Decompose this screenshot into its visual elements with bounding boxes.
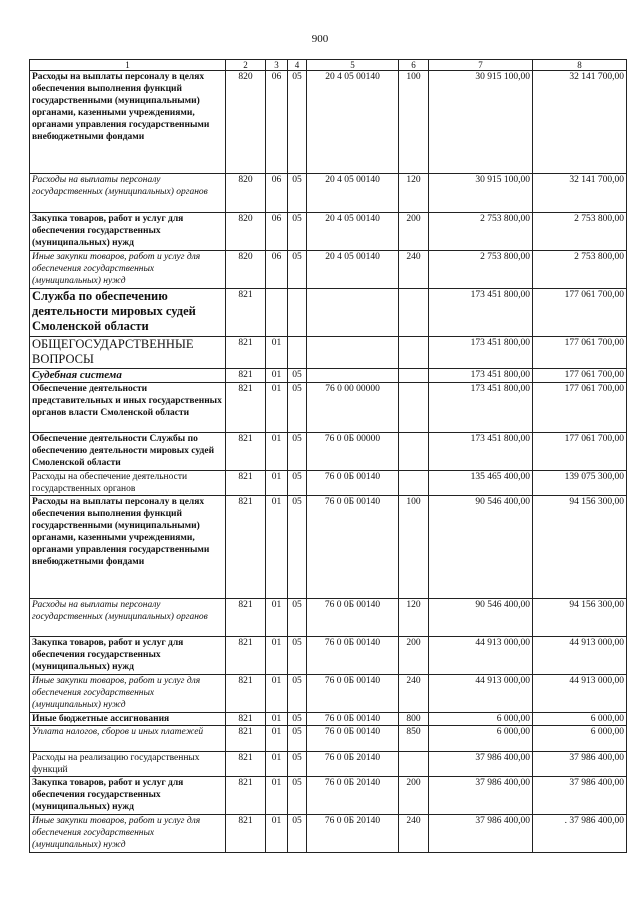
expenditure-name: Судебная система xyxy=(30,369,226,383)
target-article-code: 76 0 0Б 00140 xyxy=(307,675,399,713)
target-article-code: 76 0 0Б 00140 xyxy=(307,713,399,726)
subsection-code: 05 xyxy=(288,496,307,599)
table-row xyxy=(30,752,627,777)
amount-year-1: 173 451 800,00 xyxy=(429,383,533,433)
table-row xyxy=(30,251,627,289)
amount-year-2: 177 061 700,00 xyxy=(533,289,627,337)
column-number: 2 xyxy=(226,60,266,71)
table-row xyxy=(30,496,627,599)
subsection-code: 05 xyxy=(288,637,307,675)
expense-type-code: 200 xyxy=(399,637,429,675)
target-article-code: 20 4 05 00140 xyxy=(307,213,399,251)
expenditure-name: Уплата налогов, сборов и иных платежей xyxy=(30,726,226,752)
section-code xyxy=(266,289,288,337)
subsection-code xyxy=(288,337,307,369)
ministry-code: 820 xyxy=(226,213,266,251)
target-article-code: 20 4 05 00140 xyxy=(307,251,399,289)
subsection-code: 05 xyxy=(288,213,307,251)
amount-year-1: 173 451 800,00 xyxy=(429,433,533,471)
target-article-code: 20 4 05 00140 xyxy=(307,174,399,213)
amount-year-1: 30 915 100,00 xyxy=(429,71,533,174)
amount-year-2: 32 141 700,00 xyxy=(533,174,627,213)
amount-year-2: 177 061 700,00 xyxy=(533,337,627,369)
amount-year-2: 2 753 800,00 xyxy=(533,213,627,251)
ministry-code: 821 xyxy=(226,713,266,726)
expenditure-name: ОБЩЕГОСУДАРСТВЕННЫЕ ВОПРОСЫ xyxy=(30,337,226,369)
subsection-code xyxy=(288,289,307,337)
section-code: 01 xyxy=(266,777,288,815)
amount-year-2: 94 156 300,00 xyxy=(533,599,627,637)
expense-type-code: 120 xyxy=(399,599,429,637)
expenditure-name: Закупка товаров, работ и услуг для обеспечения государственных (муниципальных) нужд xyxy=(30,777,226,815)
target-article-code xyxy=(307,289,399,337)
subsection-code: 05 xyxy=(288,713,307,726)
ministry-code: 821 xyxy=(226,369,266,383)
expenditure-name: Обеспечение деятельности представительных и иных государственных органов власти Смоленской области xyxy=(30,383,226,433)
expense-type-code xyxy=(399,369,429,383)
target-article-code: 76 0 0Б 20140 xyxy=(307,815,399,853)
ministry-code: 821 xyxy=(226,383,266,433)
amount-year-1: 44 913 000,00 xyxy=(429,675,533,713)
expenditure-name: Иные бюджетные ассигнования xyxy=(30,713,226,726)
expense-type-code xyxy=(399,337,429,369)
column-number: 3 xyxy=(266,60,288,71)
table-row xyxy=(30,815,627,853)
expense-type-code: 100 xyxy=(399,71,429,174)
section-code: 01 xyxy=(266,713,288,726)
subsection-code: 05 xyxy=(288,599,307,637)
subsection-code: 05 xyxy=(288,383,307,433)
amount-year-2: 177 061 700,00 xyxy=(533,433,627,471)
column-number-row xyxy=(30,60,627,71)
amount-year-2: 177 061 700,00 xyxy=(533,383,627,433)
amount-year-1: 37 986 400,00 xyxy=(429,815,533,853)
amount-year-1: 173 451 800,00 xyxy=(429,337,533,369)
section-code: 01 xyxy=(266,471,288,496)
target-article-code: 76 0 0Б 00140 xyxy=(307,637,399,675)
section-code: 01 xyxy=(266,599,288,637)
expenditure-name: Служба по обеспечению деятельности мировых судей Смоленской области xyxy=(30,289,226,337)
table-row xyxy=(30,337,627,369)
expense-type-code xyxy=(399,433,429,471)
target-article-code: 76 0 0Б 20140 xyxy=(307,752,399,777)
target-article-code xyxy=(307,369,399,383)
subsection-code: 05 xyxy=(288,777,307,815)
amount-year-2: 37 986 400,00 xyxy=(533,752,627,777)
expenditure-name: Расходы на выплаты персоналу в целях обеспечения выполнения функций государственными (муниципальными) органами, казенными учреждениями, органами управления государственными внебюджетными фондами xyxy=(30,496,226,599)
section-code: 01 xyxy=(266,433,288,471)
ministry-code: 821 xyxy=(226,599,266,637)
table-row xyxy=(30,713,627,726)
section-code: 01 xyxy=(266,726,288,752)
table-row xyxy=(30,433,627,471)
subsection-code: 05 xyxy=(288,675,307,713)
amount-year-1: 6 000,00 xyxy=(429,726,533,752)
section-code: 01 xyxy=(266,752,288,777)
expenditure-name: Расходы на реализацию государственных функций xyxy=(30,752,226,777)
expense-type-code xyxy=(399,471,429,496)
target-article-code: 76 0 0Б 00140 xyxy=(307,471,399,496)
subsection-code: 05 xyxy=(288,174,307,213)
amount-year-1: 135 465 400,00 xyxy=(429,471,533,496)
expenditure-name: Закупка товаров, работ и услуг для обеспечения государственных (муниципальных) нужд xyxy=(30,213,226,251)
table-row xyxy=(30,174,627,213)
expense-type-code: 120 xyxy=(399,174,429,213)
expenditure-name: Иные закупки товаров, работ и услуг для обеспечения государственных (муниципальных) нужд xyxy=(30,675,226,713)
amount-year-2: 94 156 300,00 xyxy=(533,496,627,599)
section-code: 01 xyxy=(266,369,288,383)
expense-type-code: 850 xyxy=(399,726,429,752)
ministry-code: 821 xyxy=(226,726,266,752)
expense-type-code: 200 xyxy=(399,777,429,815)
budget-table xyxy=(29,59,627,853)
amount-year-2: 44 913 000,00 xyxy=(533,675,627,713)
ministry-code: 820 xyxy=(226,71,266,174)
subsection-code: 05 xyxy=(288,71,307,174)
section-code: 01 xyxy=(266,383,288,433)
expense-type-code: 800 xyxy=(399,713,429,726)
expense-type-code: 240 xyxy=(399,815,429,853)
ministry-code: 821 xyxy=(226,815,266,853)
section-code: 06 xyxy=(266,174,288,213)
page-number: 900 xyxy=(311,33,329,45)
subsection-code: 05 xyxy=(288,815,307,853)
amount-year-2: 2 753 800,00 xyxy=(533,251,627,289)
expenditure-name: Расходы на выплаты персоналу государственных (муниципальных) органов xyxy=(30,599,226,637)
target-article-code: 20 4 05 00140 xyxy=(307,71,399,174)
amount-year-1: 2 753 800,00 xyxy=(429,251,533,289)
section-code: 01 xyxy=(266,496,288,599)
column-number: 6 xyxy=(399,60,429,71)
amount-year-1: 44 913 000,00 xyxy=(429,637,533,675)
expense-type-code xyxy=(399,383,429,433)
ministry-code: 821 xyxy=(226,471,266,496)
section-code: 06 xyxy=(266,251,288,289)
amount-year-2: 32 141 700,00 xyxy=(533,71,627,174)
subsection-code: 05 xyxy=(288,433,307,471)
amount-year-2: 37 986 400,00 xyxy=(533,777,627,815)
ministry-code: 821 xyxy=(226,496,266,599)
section-code: 06 xyxy=(266,71,288,174)
target-article-code: 76 0 0Б 00000 xyxy=(307,433,399,471)
target-article-code: 76 0 0Б 00140 xyxy=(307,496,399,599)
ministry-code: 820 xyxy=(226,174,266,213)
subsection-code: 05 xyxy=(288,251,307,289)
section-code: 06 xyxy=(266,213,288,251)
ministry-code: 821 xyxy=(226,777,266,815)
subsection-code: 05 xyxy=(288,471,307,496)
expense-type-code: 200 xyxy=(399,213,429,251)
table-row xyxy=(30,777,627,815)
target-article-code: 76 0 0Б 00140 xyxy=(307,599,399,637)
expense-type-code: 240 xyxy=(399,251,429,289)
amount-year-2: 6 000,00 xyxy=(533,713,627,726)
section-code: 01 xyxy=(266,675,288,713)
amount-year-1: 37 986 400,00 xyxy=(429,777,533,815)
expenditure-name: Расходы на обеспечение деятельности государственных органов xyxy=(30,471,226,496)
column-number: 7 xyxy=(429,60,533,71)
expense-type-code: 240 xyxy=(399,675,429,713)
ministry-code: 821 xyxy=(226,433,266,471)
subsection-code: 05 xyxy=(288,752,307,777)
ministry-code: 821 xyxy=(226,637,266,675)
expenditure-name: Закупка товаров, работ и услуг для обеспечения государственных (муниципальных) нужд xyxy=(30,637,226,675)
table-row xyxy=(30,383,627,433)
amount-year-1: 173 451 800,00 xyxy=(429,289,533,337)
expenditure-name: Расходы на выплаты персоналу в целях обеспечения выполнения функций государственными (муниципальными) органами, казенными учреждениями, органами управления государственными внебюджетными фондами xyxy=(30,71,226,174)
target-article-code xyxy=(307,337,399,369)
expenditure-name: Расходы на выплаты персоналу государственных (муниципальных) органов xyxy=(30,174,226,213)
table-row xyxy=(30,71,627,174)
subsection-code: 05 xyxy=(288,369,307,383)
section-code: 01 xyxy=(266,815,288,853)
amount-year-2: . 37 986 400,00 xyxy=(533,815,627,853)
ministry-code: 821 xyxy=(226,752,266,777)
table-row xyxy=(30,675,627,713)
column-number: 8 xyxy=(533,60,627,71)
expense-type-code: 100 xyxy=(399,496,429,599)
target-article-code: 76 0 0Б 20140 xyxy=(307,777,399,815)
ministry-code: 821 xyxy=(226,337,266,369)
table-row xyxy=(30,726,627,752)
amount-year-1: 90 546 400,00 xyxy=(429,599,533,637)
table-row xyxy=(30,471,627,496)
expense-type-code xyxy=(399,752,429,777)
expense-type-code xyxy=(399,289,429,337)
expenditure-name: Иные закупки товаров, работ и услуг для обеспечения государственных (муниципальных) нужд xyxy=(30,251,226,289)
table-row xyxy=(30,599,627,637)
amount-year-1: 2 753 800,00 xyxy=(429,213,533,251)
table-row xyxy=(30,637,627,675)
amount-year-1: 6 000,00 xyxy=(429,713,533,726)
table-row xyxy=(30,289,627,337)
amount-year-1: 30 915 100,00 xyxy=(429,174,533,213)
column-number: 5 xyxy=(307,60,399,71)
target-article-code: 76 0 00 00000 xyxy=(307,383,399,433)
amount-year-2: 44 913 000,00 xyxy=(533,637,627,675)
amount-year-1: 90 546 400,00 xyxy=(429,496,533,599)
table-row xyxy=(30,369,627,383)
table-row xyxy=(30,213,627,251)
section-code: 01 xyxy=(266,337,288,369)
section-code: 01 xyxy=(266,637,288,675)
subsection-code: 05 xyxy=(288,726,307,752)
amount-year-2: 6 000,00 xyxy=(533,726,627,752)
target-article-code: 76 0 0Б 00140 xyxy=(307,726,399,752)
amount-year-2: 177 061 700,00 xyxy=(533,369,627,383)
ministry-code: 820 xyxy=(226,251,266,289)
amount-year-1: 37 986 400,00 xyxy=(429,752,533,777)
column-number: 4 xyxy=(288,60,307,71)
amount-year-1: 173 451 800,00 xyxy=(429,369,533,383)
column-number: 1 xyxy=(30,60,226,71)
expenditure-name: Обеспечение деятельности Службы по обеспечению деятельности мировых судей Смоленской области xyxy=(30,433,226,471)
ministry-code: 821 xyxy=(226,675,266,713)
amount-year-2: 139 075 300,00 xyxy=(533,471,627,496)
expenditure-name: Иные закупки товаров, работ и услуг для обеспечения государственных (муниципальных) нужд xyxy=(30,815,226,853)
ministry-code: 821 xyxy=(226,289,266,337)
